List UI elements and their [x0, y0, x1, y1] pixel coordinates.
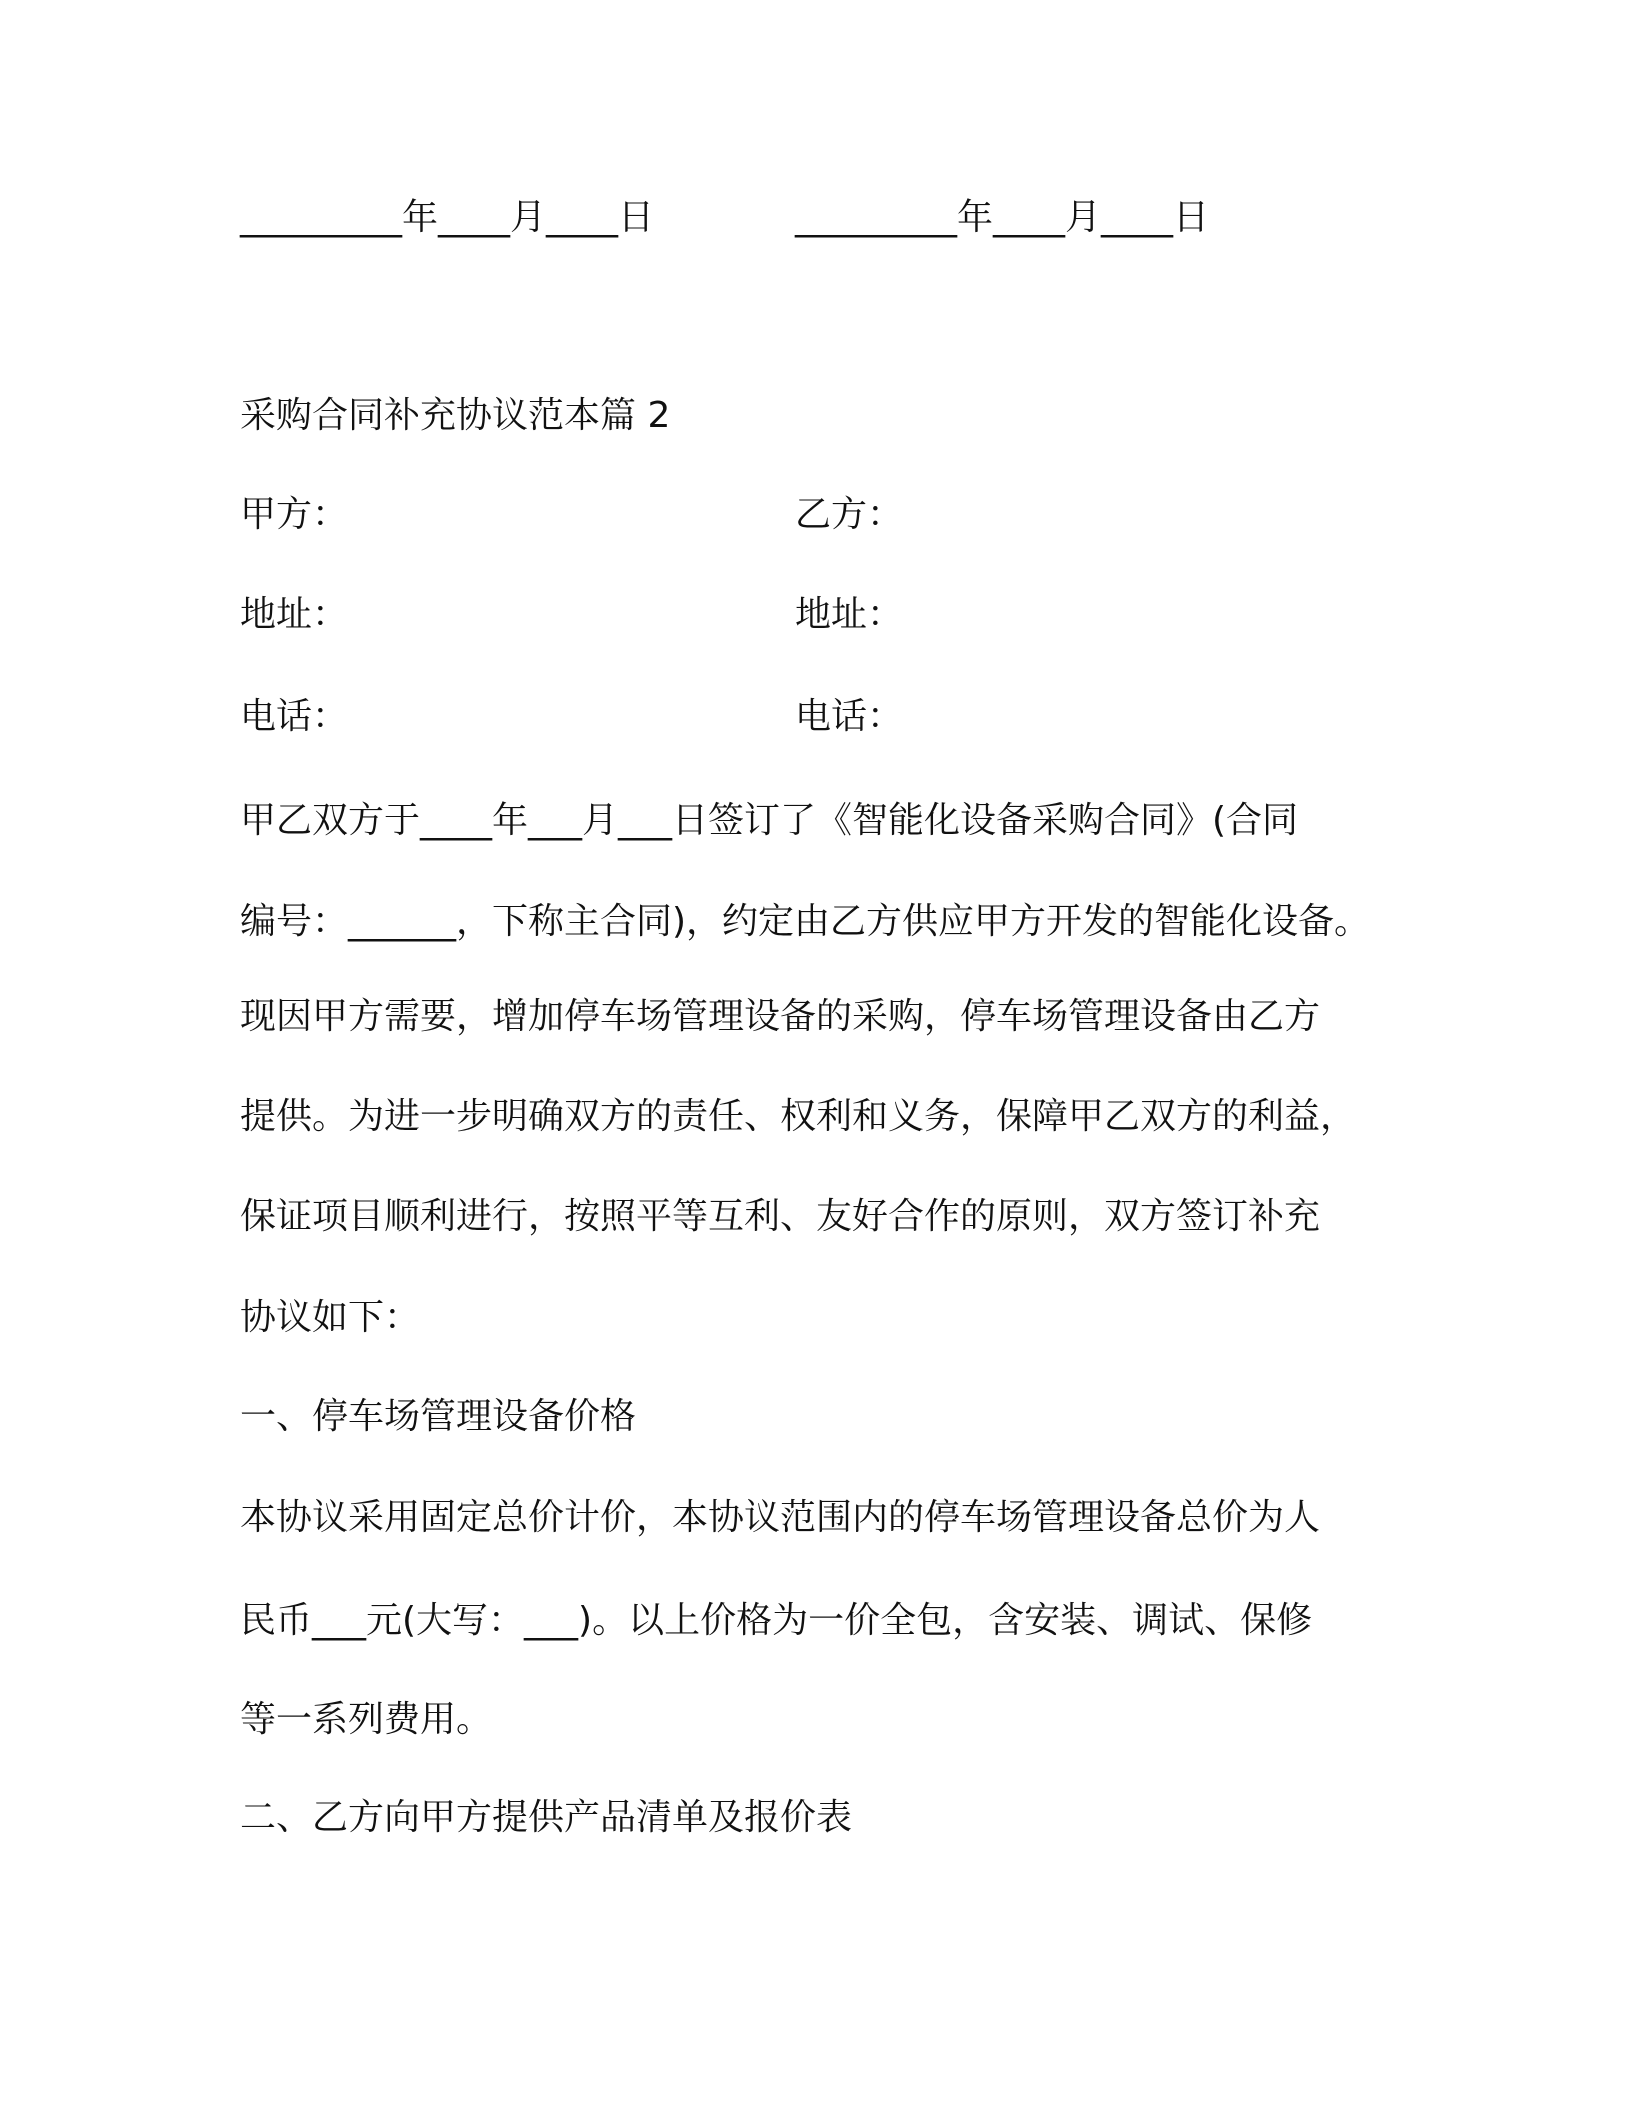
signature-date-left: _________年____月____日 — [240, 197, 654, 238]
address-a-label: 地址： — [240, 594, 349, 635]
body-line: 甲乙双方于____年___月___日签订了《智能化设备采购合同》(合同 — [240, 800, 1299, 841]
body-line: 现因甲方需要，增加停车场管理设备的采购，停车场管理设备由乙方 — [240, 996, 1321, 1037]
clause-2-heading: 二、乙方向甲方提供产品清单及报价表 — [240, 1797, 853, 1838]
party-a-label: 甲方： — [240, 494, 349, 535]
phone-b-label: 电话： — [795, 696, 904, 737]
body-line: 保证项目顺利进行，按照平等互利、友好合作的原则，双方签订补充 — [240, 1196, 1321, 1237]
clause-1-line: 民币___元(大写：___)。以上价格为一价全包，含安装、调试、保修 — [240, 1600, 1313, 1641]
party-b-label: 乙方： — [795, 494, 904, 535]
body-line: 编号：______，下称主合同)，约定由乙方供应甲方开发的智能化设备。 — [240, 901, 1371, 942]
signature-date-right: _________年____月____日 — [795, 197, 1209, 238]
clause-1-line: 等一系列费用。 — [240, 1699, 493, 1740]
phone-a-label: 电话： — [240, 696, 349, 737]
section-title: 采购合同补充协议范本篇 2 — [240, 395, 671, 436]
body-line: 协议如下： — [240, 1297, 421, 1338]
clause-1-heading: 一、停车场管理设备价格 — [240, 1396, 637, 1437]
address-b-label: 地址： — [795, 594, 904, 635]
clause-1-line: 本协议采用固定总价计价，本协议范围内的停车场管理设备总价为人 — [240, 1497, 1321, 1538]
body-line: 提供。为进一步明确双方的责任、权利和义务，保障甲乙双方的利益， — [240, 1096, 1357, 1137]
